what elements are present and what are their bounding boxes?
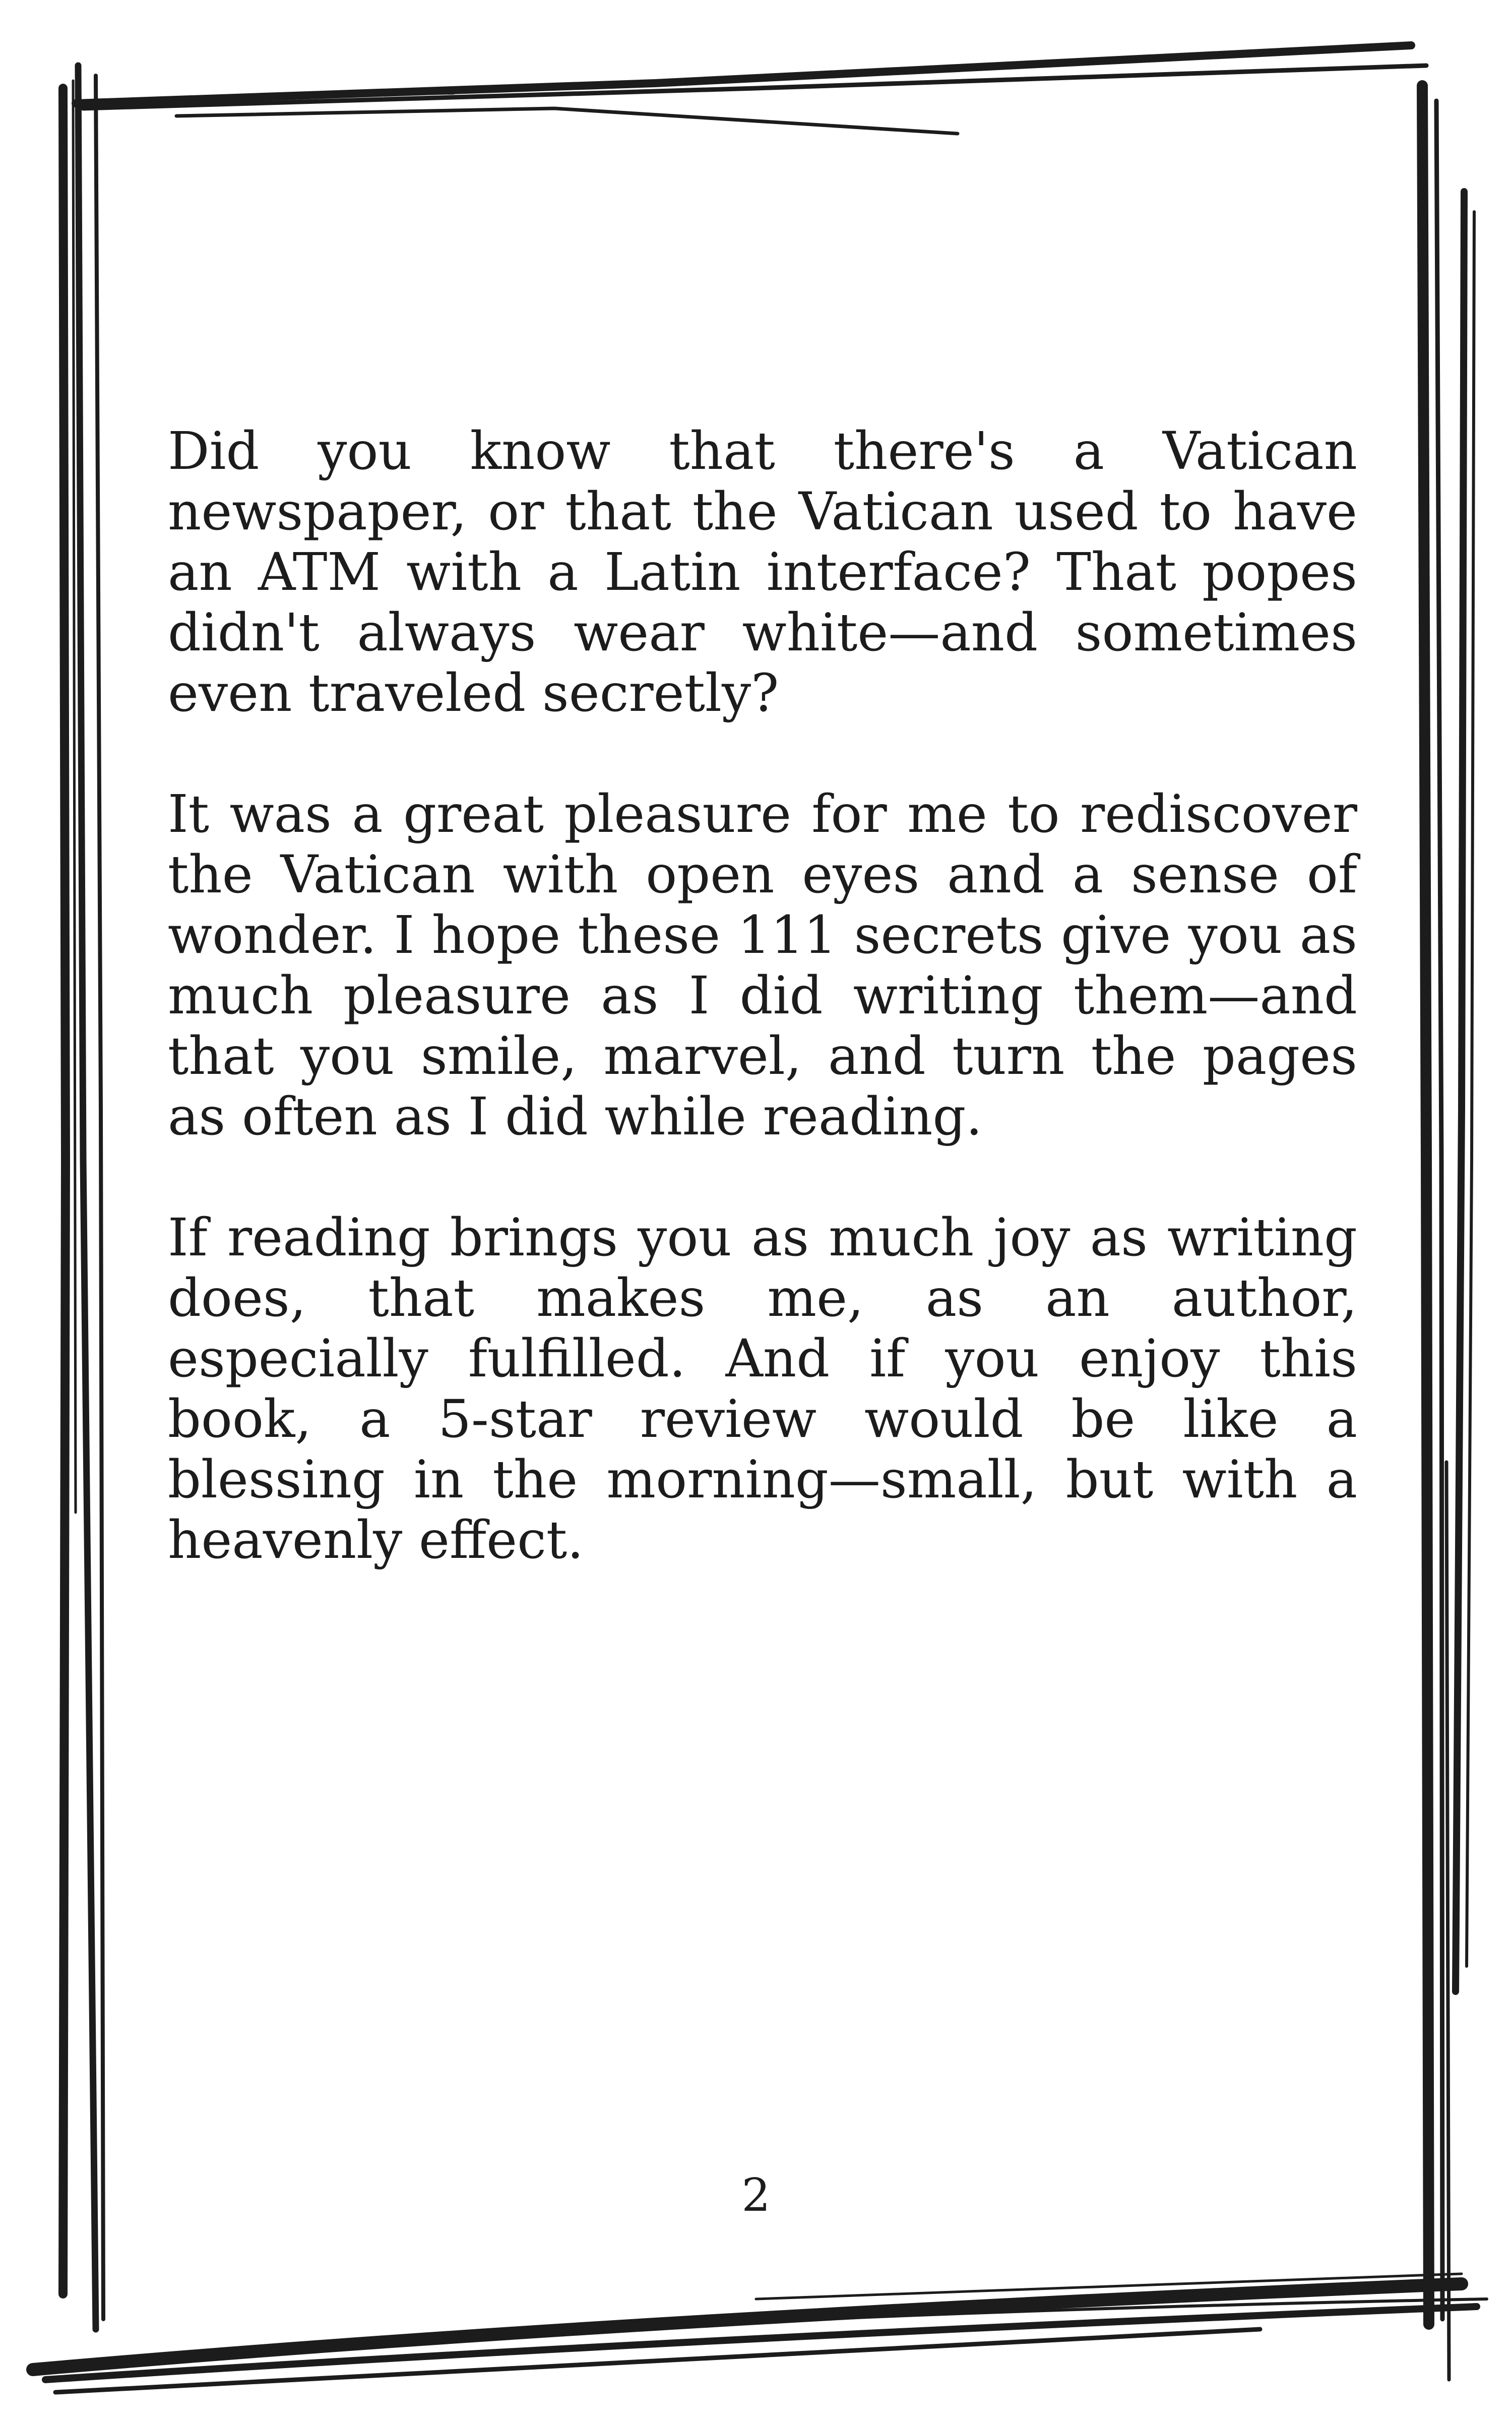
border-stroke-right <box>1422 86 1429 2324</box>
border-stroke-left <box>96 76 103 2319</box>
border-stroke-right <box>1456 192 1464 1991</box>
page-number: 2 <box>741 2169 771 2222</box>
body-text <box>168 421 1357 1631</box>
border-stroke-left <box>63 88 66 2294</box>
border-stroke-left <box>78 66 96 2329</box>
border-stroke-right <box>1446 1462 1449 2380</box>
border-stroke-bottom <box>55 2329 1260 2392</box>
paragraph-3: If reading brings you as much joy as writing does, that makes me, as an author, especially fulfilled. And if you enjoy this book, a 5-star review would be like a blessing in the morning—small, but with a heavenly effect. <box>168 1207 1357 1570</box>
border-stroke-right <box>1436 101 1442 2319</box>
border-stroke-left <box>73 81 76 1512</box>
border-stroke-right <box>1467 212 1474 1966</box>
border-stroke-top <box>83 66 1426 108</box>
paragraph-1: Did you know that there's a Vatican newspaper, or that the Vatican used to have an ATM with a Latin interface? That popes didn't always wear white—and sometimes even traveled secretly? <box>168 421 1357 723</box>
paragraph-2: It was a great pleasure for me to rediscover the Vatican with open eyes and a sense of wonder. I hope these 111 secrets give you as much pleasure as I did writing them—and that you smile, marvel, and turn the pages as often as I did while reading. <box>168 784 1357 1147</box>
border-stroke-top <box>176 108 958 134</box>
